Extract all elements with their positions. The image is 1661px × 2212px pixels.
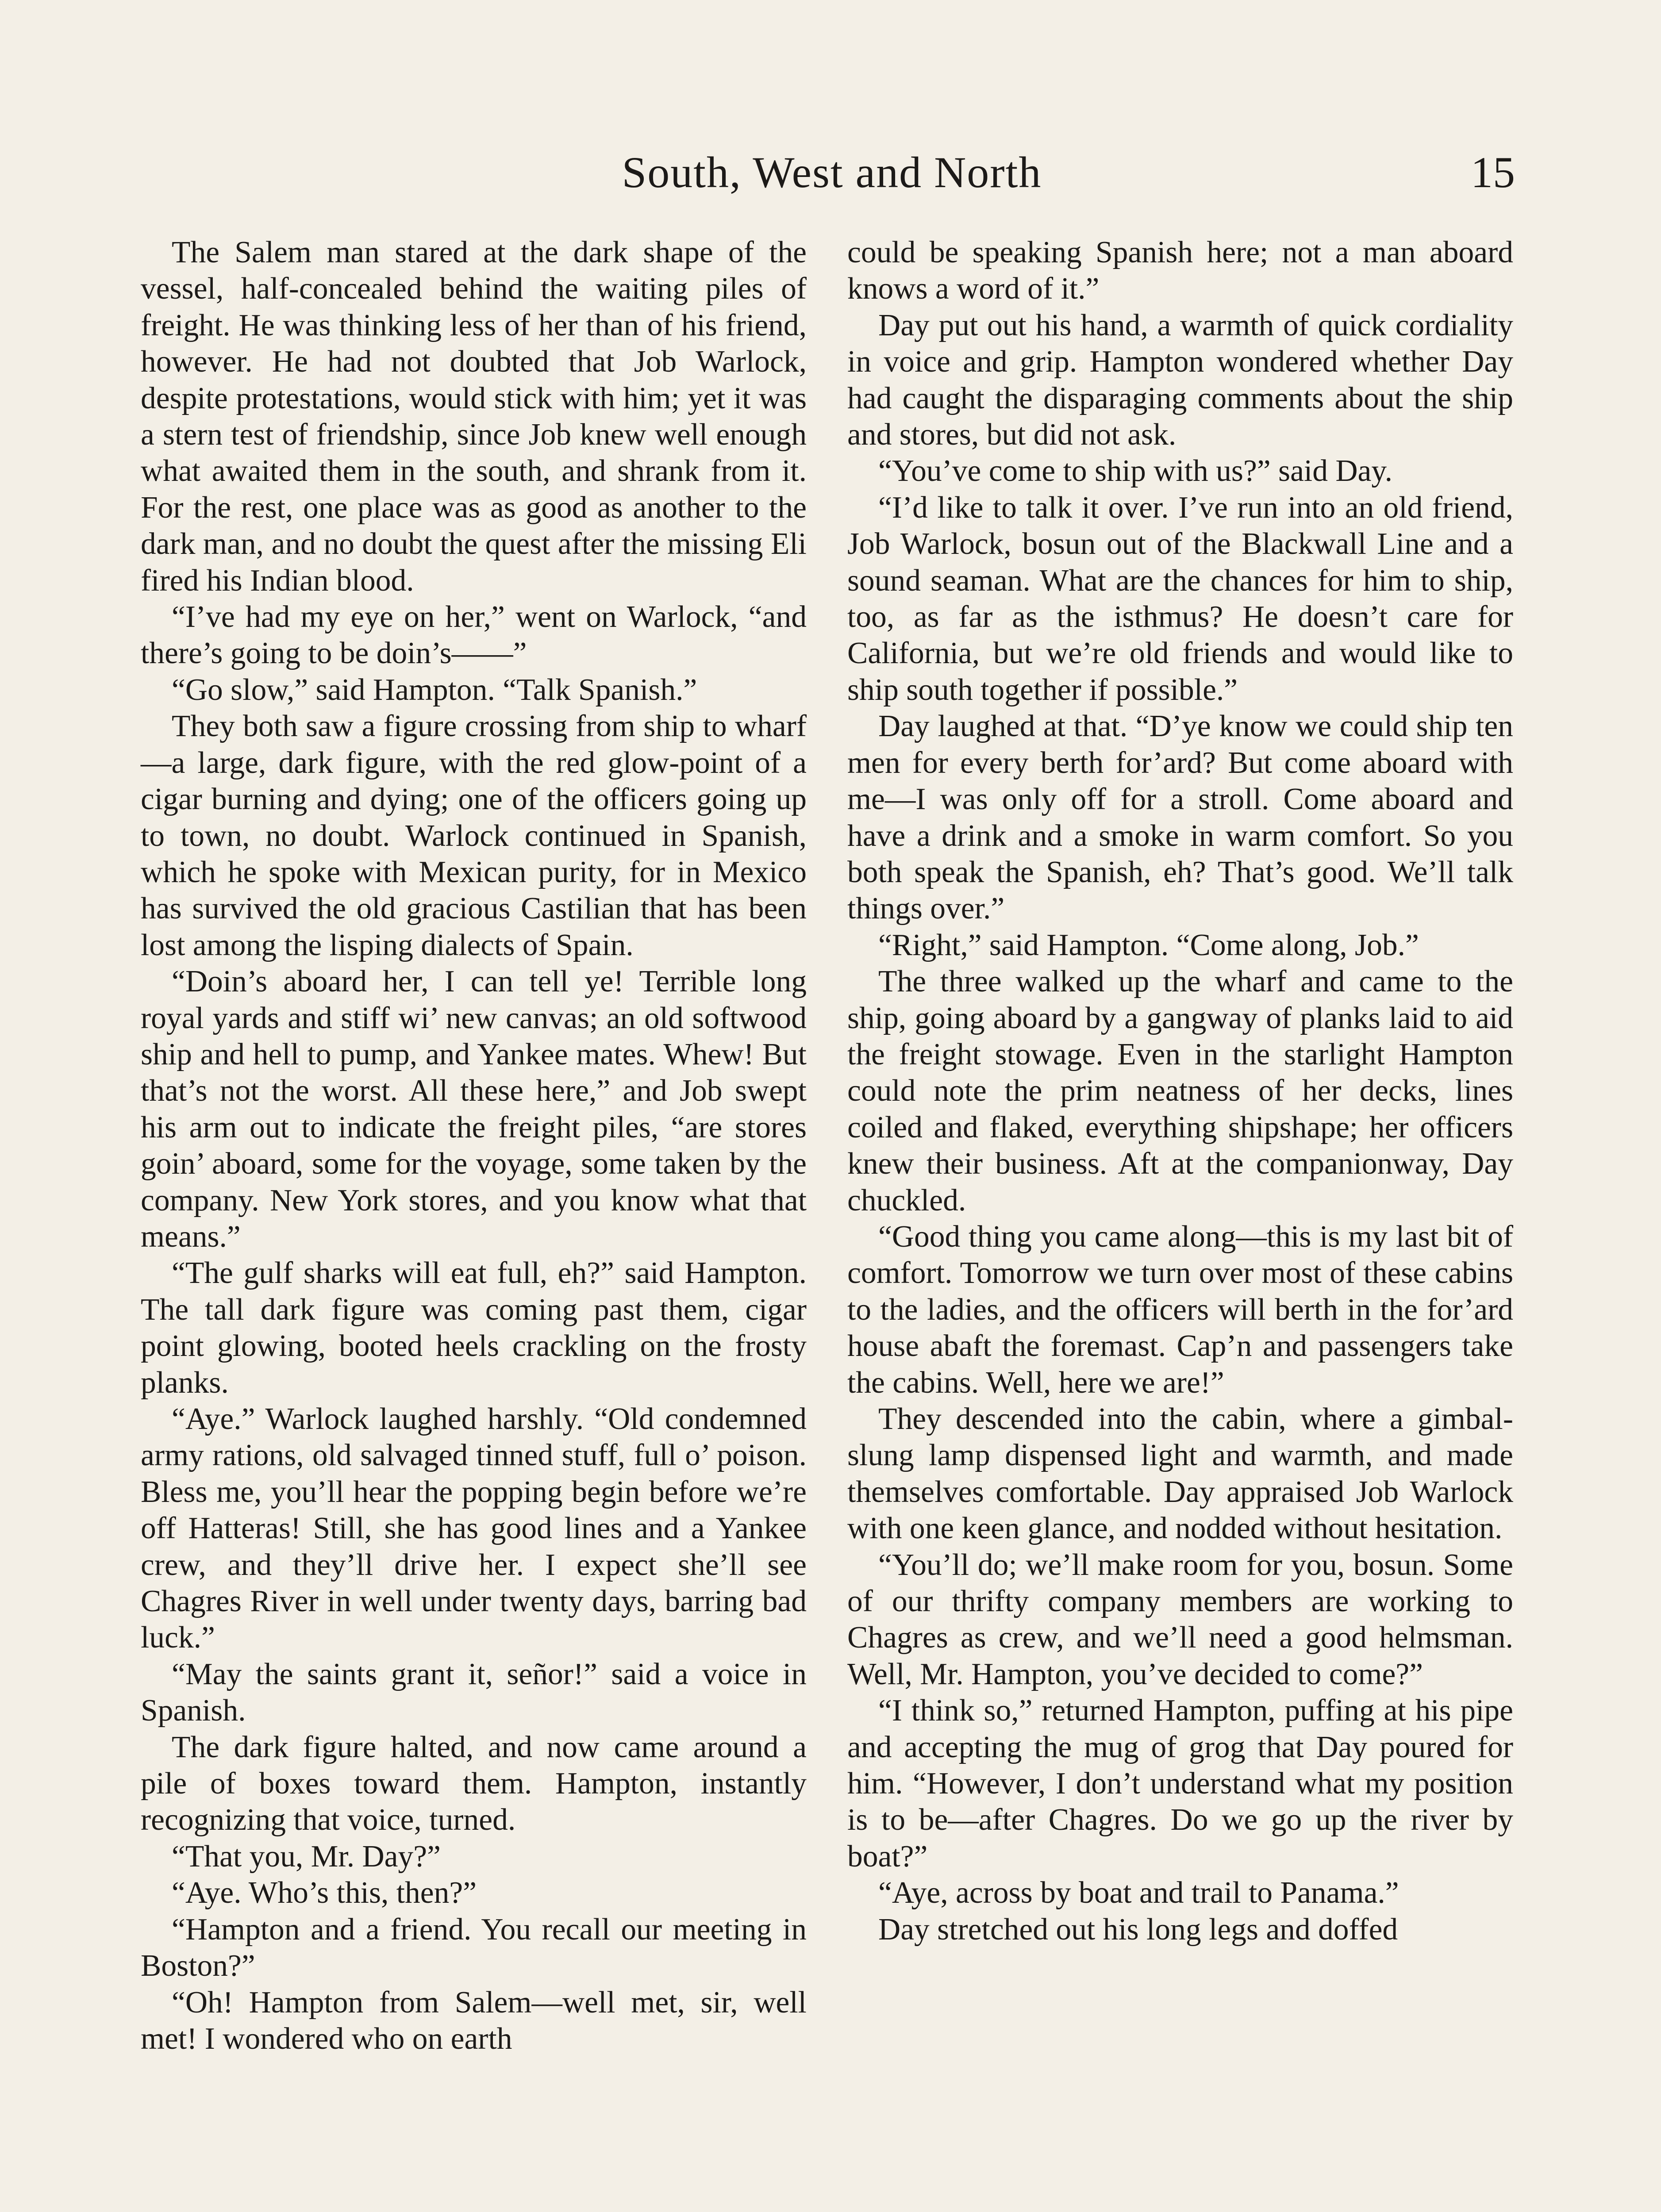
paragraph: “That you, Mr. Day?” xyxy=(172,1839,441,1874)
right-column xyxy=(847,234,1513,1948)
paragraph: The Salem man stared at the dark shape of the vessel, half-concealed behind the waiting piles of freight. He was thinking less of her than of his friend, however. He had not doubted that Job Warlock, despite protestations, would stick with him; yet it was a stern test of friendship, since Job knew well enough what awaited them in the south, and shrank from it. For the rest, one place was as good as another to the dark man, and no doubt the quest after the missing Eli fired his Indian blood. xyxy=(141,235,807,598)
paragraph: “Go slow,” said Hampton. “Talk Spanish.” xyxy=(172,672,697,707)
paragraph: “Doin’s aboard her, I can tell ye! Terrible long royal yards and stiff wi’ new canvas; an old softwood ship and hell to pump, and Yankee mates. Whew! But that’s not the worst. All these here,” and Job swept his arm out to indicate the freight piles, “are stores goin’ aboard, some for the voyage, some taken by the company. New York stores, and you know what that means.” xyxy=(141,964,807,1254)
paragraph: The dark figure halted, and now came around a pile of boxes toward them. Hampton, instantly recognizing that voice, turned. xyxy=(141,1730,807,1837)
page-header xyxy=(0,142,1661,204)
paragraph: “Aye.” Warlock laughed harshly. “Old condemned army rations, old salvaged tinned stuff, full o’ poison. Bless me, you’ll hear the popping begin before we’re off Hatteras! Still, she has good lines and a Yankee crew, and they’ll drive her. I expect she’ll see Chagres River in well under twenty days, barring bad luck.” xyxy=(141,1402,807,1655)
continued-paragraph: could be speaking Spanish here; not a man aboard knows a word of it.” xyxy=(847,235,1513,306)
paragraph: “Oh! Hampton from Salem—well met, sir, well met! I wondered who on earth xyxy=(141,1985,807,2056)
paragraph: The three walked up the wharf and came to the ship, going aboard by a gangway of planks laid to aid the freight stowage. Even in the starlight Hampton could note the prim neatness of her decks, lines coiled and flaked, everything shipshape; her officers knew their business. Aft at the companionway, Day chuckled. xyxy=(847,964,1513,1217)
paragraph: “I’d like to talk it over. I’ve run into an old friend, Job Warlock, bosun out of the Blackwall Line and a sound seaman. What are the chances for him to ship, too, as far as the isthmus? He doesn’t care for California, but we’re old friends and would like to ship south together if possible.” xyxy=(847,490,1513,707)
paragraph: “Hampton and a friend. You recall our meeting in Boston?” xyxy=(141,1912,807,1983)
paragraph: “Aye, across by boat and trail to Panama.” xyxy=(878,1876,1399,1910)
paragraph: Day stretched out his long legs and doffed xyxy=(878,1912,1398,1947)
paragraph: Day laughed at that. “D’ye know we could ship ten men for every berth for’ard? But come aboard with me—I was only off for a stroll. Come aboard and have a drink and a smoke in warm comfort. So you both speak the Spanish, eh? That’s good. We’ll talk things over.” xyxy=(847,709,1513,926)
paragraph: “May the saints grant it, señor!” said a voice in Spanish. xyxy=(141,1657,807,1728)
paragraph: They descended into the cabin, where a gimbal-slung lamp dispensed light and warmth, and made themselves comfortable. Day appraised Job Warlock with one keen glance, and nodded without hesitation. xyxy=(847,1402,1513,1546)
paragraph: “Good thing you came along—this is my last bit of comfort. Tomorrow we turn over most of these cabins to the ladies, and the officers will berth in the for’ard house abaft the foremast. Cap’n and passengers take the cabins. Well, here we are!” xyxy=(847,1219,1513,1400)
paragraph: “I think so,” returned Hampton, puffing at his pipe and accepting the mug of grog that Day poured for him. “However, I don’t understand what my position is to be—after Chagres. Do we go up the river by boat?” xyxy=(847,1694,1513,1874)
page-number: 15 xyxy=(1471,148,1515,197)
paragraph: “Aye. Who’s this, then?” xyxy=(172,1876,477,1910)
paragraph: “You’ll do; we’ll make room for you, bosun. Some of our thrifty company members are working to Chagres as crew, and we’ll need a good helmsman. Well, Mr. Hampton, you’ve decided to come?” xyxy=(847,1548,1513,1691)
paragraph: “The gulf sharks will eat full, eh?” said Hampton. The tall dark figure was coming past them, cigar point glowing, booted heels crackling on the frosty planks. xyxy=(141,1256,807,1400)
paragraph: They both saw a figure crossing from ship to wharf—a large, dark figure, with the red glow-point of a cigar burning and dying; one of the officers going up to town, no doubt. Warlock continued in Spanish, which he spoke with Mexican purity, for in Mexico has survived the old gracious Castilian that has been lost among the lisping dialects of Spain. xyxy=(141,709,807,962)
paragraph: Day put out his hand, a warmth of quick cordiality in voice and grip. Hampton wondered whether Day had caught the disparaging comments about the ship and stores, but did not ask. xyxy=(847,308,1513,452)
paragraph: “You’ve come to ship with us?” said Day. xyxy=(878,454,1393,488)
left-column xyxy=(141,234,807,2057)
paragraph: “Right,” said Hampton. “Come along, Job.” xyxy=(878,928,1419,962)
paragraph: “I’ve had my eye on her,” went on Warlock, “and there’s going to be doin’s——” xyxy=(141,600,807,671)
running-title: South, West and North xyxy=(622,148,1042,197)
